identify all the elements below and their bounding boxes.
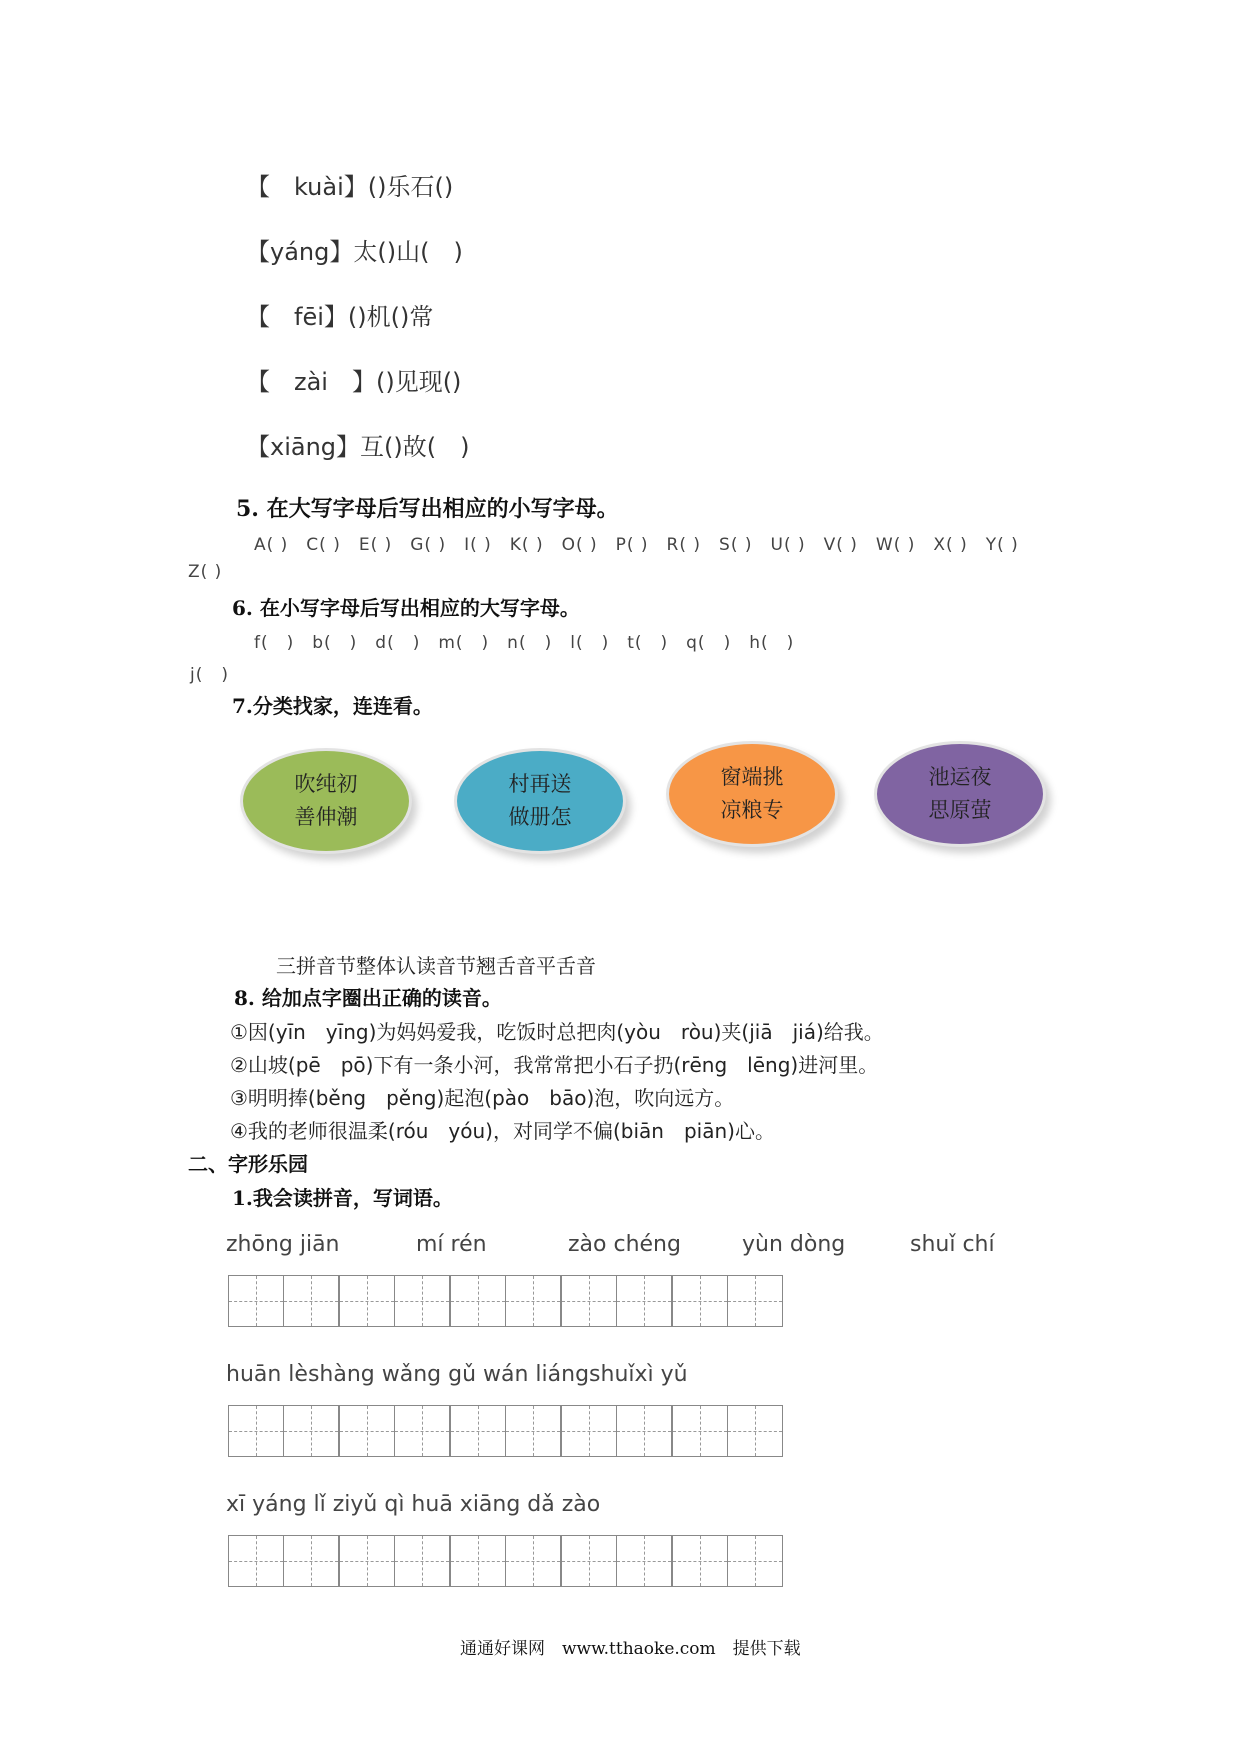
writing-cell[interactable] [727, 1535, 783, 1587]
writing-cell[interactable] [616, 1535, 672, 1587]
oval-group-2[interactable] [454, 748, 626, 854]
row3-pinyin: xī yáng lǐ ziyǔ qì huā xiāng dǎ zào [226, 1492, 601, 1517]
word-box[interactable] [228, 1405, 337, 1457]
writing-grid-row-3[interactable] [228, 1535, 783, 1587]
writing-grid-row-2[interactable] [228, 1405, 783, 1457]
q8-item-3: ③明明捧(běng pěng)起泡(pào bāo)泡，吹向远方。 [230, 1086, 735, 1110]
section2-title: 二、字形乐园 [188, 1152, 308, 1176]
writing-cell[interactable] [339, 1275, 395, 1327]
writing-cell[interactable] [283, 1275, 339, 1327]
row1-pinyin-3: zào chéng [568, 1232, 681, 1257]
writing-cell[interactable] [672, 1275, 728, 1327]
writing-grid-row-1[interactable] [228, 1275, 783, 1327]
q6-letters-line2: j( ) [190, 665, 229, 685]
word-box[interactable] [339, 1535, 448, 1587]
pinyin-line-xiang: 【xiāng】互()故( ) [246, 433, 470, 461]
oval-group-1[interactable] [240, 748, 412, 854]
writing-cell[interactable] [616, 1275, 672, 1327]
writing-cell[interactable] [283, 1535, 339, 1587]
oval-group-3-line1: 窗端挑 [720, 765, 784, 789]
writing-cell[interactable] [228, 1405, 284, 1457]
q5-letters-line1: A( ) C( ) E( ) G( ) I( ) K( ) O( ) P( ) R( ) S( ) U( ) V( ) W( ) X( ) Y( ) [254, 535, 1019, 555]
q8-item-1: ①因(yīn yīng)为妈妈爱我，吃饭时总把肉(yòu ròu)夹(jiā jiá)给我。 [230, 1020, 884, 1044]
q7-categories: 三拼音节整体认读音节翘舌音平舌音 [276, 954, 596, 978]
writing-cell[interactable] [339, 1535, 395, 1587]
writing-cell[interactable] [672, 1405, 728, 1457]
writing-cell[interactable] [394, 1535, 450, 1587]
writing-cell[interactable] [394, 1275, 450, 1327]
oval-group-4-line1: 池运夜 [928, 765, 992, 789]
word-box[interactable] [672, 1275, 781, 1327]
row2-pinyin: huān lèshàng wǎng gǔ wán liángshuǐxì yǔ [226, 1362, 688, 1387]
q6-title: 6. 在小写字母后写出相应的大写字母。 [232, 596, 580, 620]
writing-cell[interactable] [727, 1275, 783, 1327]
q5-title: 5. 在大写字母后写出相应的小写字母。 [236, 496, 619, 522]
word-box[interactable] [672, 1535, 781, 1587]
section2-q1-title: 1.我会读拼音，写词语。 [232, 1186, 453, 1210]
oval-group-1-line1: 吹纯初 [294, 772, 358, 796]
oval-group-2-line2: 做册怎 [508, 805, 572, 829]
writing-cell[interactable] [450, 1405, 506, 1457]
writing-cell[interactable] [561, 1405, 617, 1457]
word-box[interactable] [228, 1535, 337, 1587]
pinyin-line-kuai: 【 kuài】()乐石() [246, 173, 454, 201]
writing-cell[interactable] [228, 1275, 284, 1327]
row1-pinyin-5: shuǐ chí [910, 1232, 995, 1257]
word-box[interactable] [672, 1405, 781, 1457]
pinyin-line-zai: 【 zài 】()见现() [246, 368, 462, 396]
writing-cell[interactable] [672, 1535, 728, 1587]
oval-group-1-line2: 善伸潮 [294, 805, 358, 829]
word-box[interactable] [228, 1275, 337, 1327]
word-box[interactable] [561, 1405, 670, 1457]
writing-cell[interactable] [283, 1405, 339, 1457]
word-box[interactable] [339, 1275, 448, 1327]
row1-pinyin-2: mí rén [416, 1232, 487, 1257]
writing-cell[interactable] [450, 1535, 506, 1587]
word-box[interactable] [339, 1405, 448, 1457]
q6-letters-line1: f( ) b( ) d( ) m( ) n( ) l( ) t( ) q( ) h( ) [254, 633, 795, 653]
q5-letters-line2: Z( ) [188, 562, 223, 582]
writing-cell[interactable] [727, 1405, 783, 1457]
writing-cell[interactable] [505, 1275, 561, 1327]
pinyin-line-fei: 【 fēi】()机()常 [246, 303, 434, 331]
q8-item-4: ④我的老师很温柔(róu yóu)，对同学不偏(biān piān)心。 [230, 1119, 775, 1143]
writing-cell[interactable] [394, 1405, 450, 1457]
oval-group-3[interactable] [666, 741, 838, 847]
word-box[interactable] [450, 1535, 559, 1587]
footer-credit: 通通好课网 www.tthaoke.com 提供下载 [460, 1639, 801, 1659]
oval-group-3-line2: 凉粮专 [720, 798, 784, 822]
writing-cell[interactable] [505, 1405, 561, 1457]
row1-pinyin-4: yùn dòng [742, 1232, 846, 1257]
q7-title: 7.分类找家，连连看。 [232, 694, 433, 718]
writing-cell[interactable] [616, 1405, 672, 1457]
oval-group-4-line2: 思原萤 [928, 798, 992, 822]
oval-group-2-line1: 村再送 [508, 772, 572, 796]
word-box[interactable] [450, 1405, 559, 1457]
writing-cell[interactable] [339, 1405, 395, 1457]
q8-title: 8. 给加点字圈出正确的读音。 [234, 986, 502, 1010]
writing-cell[interactable] [450, 1275, 506, 1327]
word-box[interactable] [561, 1275, 670, 1327]
q8-item-2: ②山坡(pē pō)下有一条小河，我常常把小石子扔(rēng lēng)进河里。 [230, 1053, 879, 1077]
writing-cell[interactable] [228, 1535, 284, 1587]
writing-cell[interactable] [505, 1535, 561, 1587]
word-box[interactable] [450, 1275, 559, 1327]
writing-cell[interactable] [561, 1275, 617, 1327]
writing-cell[interactable] [561, 1535, 617, 1587]
word-box[interactable] [561, 1535, 670, 1587]
row1-pinyin-1: zhōng jiān [226, 1232, 340, 1257]
oval-group-4[interactable] [874, 741, 1046, 847]
pinyin-line-yang: 【yáng】太()山( ) [246, 238, 463, 266]
